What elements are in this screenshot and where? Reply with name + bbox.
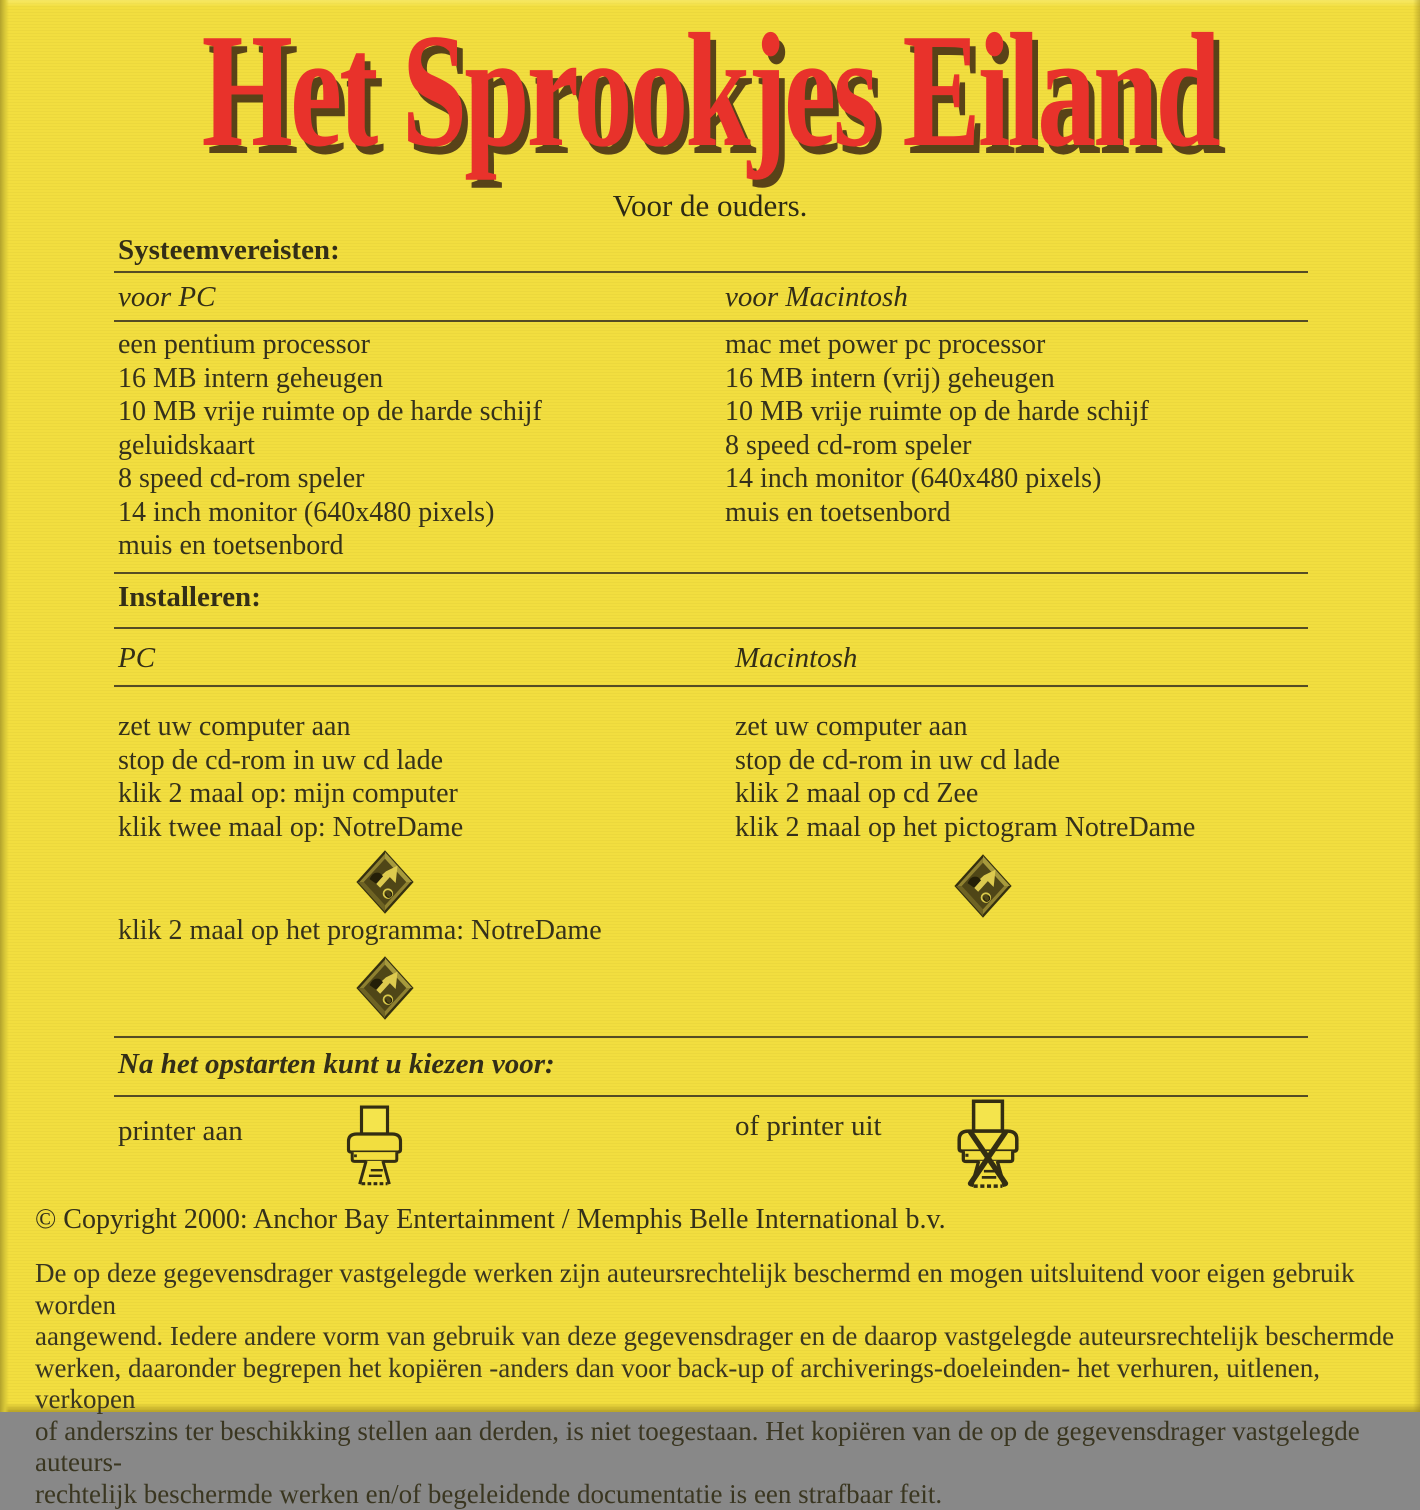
list-item: klik 2 maal op het pictogram NotreDame <box>735 811 1195 845</box>
printer-crossed-icon <box>952 1098 1024 1193</box>
title-row <box>0 10 1420 173</box>
divider-line <box>114 271 1308 273</box>
subtitle: Voor de ouders. <box>0 188 1420 224</box>
section-heading-system-requirements: Systeemvereisten: <box>118 234 340 267</box>
list-item: klik twee maal op: NotreDame <box>118 811 463 845</box>
column-header-macintosh: Macintosh <box>735 642 857 675</box>
list-item: mac met power pc processor <box>725 328 1149 362</box>
list-item: muis en toetsenbord <box>118 529 542 563</box>
legal-paragraph <box>35 1258 1400 1510</box>
list-item: 16 MB intern geheugen <box>118 362 542 396</box>
divider-line <box>114 1095 1308 1097</box>
list-item: 8 speed cd-rom speler <box>118 462 542 496</box>
list-item: klik 2 maal op cd Zee <box>735 777 1195 811</box>
divider-line <box>114 572 1308 574</box>
pc-requirements-list <box>118 328 542 563</box>
column-header-voor-macintosh: voor Macintosh <box>725 281 908 314</box>
copyright-line: © Copyright 2000: Anchor Bay Entertainment / Memphis Belle International b.v. <box>35 1204 946 1236</box>
notredame-diamond-icon <box>954 854 1012 918</box>
pc-install-extra-step <box>118 914 602 948</box>
legal-line: De op deze gegevensdrager vastgelegde werken zijn auteursrechtelijk beschermd en mogen uitsluitend voor eigen gebruik worden <box>35 1258 1400 1321</box>
list-item: geluidskaart <box>118 429 542 463</box>
list-item: 8 speed cd-rom speler <box>725 429 1149 463</box>
column-header-voor-pc: voor PC <box>118 281 215 314</box>
list-item: stop de cd-rom in uw cd lade <box>735 744 1195 778</box>
list-item: zet uw computer aan <box>118 710 463 744</box>
divider-line <box>114 320 1308 322</box>
mac-requirements-list <box>725 328 1149 529</box>
pc-install-steps <box>118 710 463 844</box>
divider-line <box>114 685 1308 687</box>
list-item: klik 2 maal op het programma: NotreDame <box>118 914 602 948</box>
divider-line <box>114 1036 1308 1038</box>
legal-line: werken, daaronder begrepen het kopiëren -anders dan voor back-up of archiverings-doeleinden- het verhuren, uitlenen, verkopen <box>35 1353 1400 1416</box>
legal-line: aangewend. Iedere andere vorm van gebruik van deze gegevensdrager en de daarop vastgelegde auteursrechtelijk beschermde <box>35 1321 1400 1353</box>
list-item: 10 MB vrije ruimte op de harde schijf <box>725 395 1149 429</box>
divider-line <box>114 627 1308 629</box>
section-heading-install: Installeren: <box>118 581 261 614</box>
printer-off-label: of printer uit <box>735 1110 882 1143</box>
list-item: 14 inch monitor (640x480 pixels) <box>118 496 542 530</box>
list-item: 14 inch monitor (640x480 pixels) <box>725 462 1149 496</box>
notredame-diamond-icon <box>356 850 414 914</box>
list-item: klik 2 maal op: mijn computer <box>118 777 463 811</box>
list-item: zet uw computer aan <box>735 710 1195 744</box>
section-heading-startup-options: Na het opstarten kunt u kiezen voor: <box>118 1048 555 1081</box>
legal-line: rechtelijk beschermde werken en/of begeleidende documentatie is een strafbaar feit. <box>35 1479 1400 1510</box>
list-item: stop de cd-rom in uw cd lade <box>118 744 463 778</box>
list-item: 10 MB vrije ruimte op de harde schijf <box>118 395 542 429</box>
legal-line: of anderszins ter beschikking stellen aan derden, is niet toegestaan. Het kopiëren van de op de gegevensdrager vastgelegde auteurs- <box>35 1416 1400 1479</box>
column-header-pc: PC <box>118 642 155 675</box>
list-item: muis en toetsenbord <box>725 496 1149 530</box>
page-title: Het Sprookjes Eiland <box>202 10 1218 173</box>
list-item: 16 MB intern (vrij) geheugen <box>725 362 1149 396</box>
mac-install-steps <box>735 710 1195 844</box>
printer-icon <box>342 1104 407 1190</box>
list-item: een pentium processor <box>118 328 542 362</box>
printer-on-label: printer aan <box>118 1115 243 1148</box>
notredame-diamond-icon <box>356 956 414 1020</box>
